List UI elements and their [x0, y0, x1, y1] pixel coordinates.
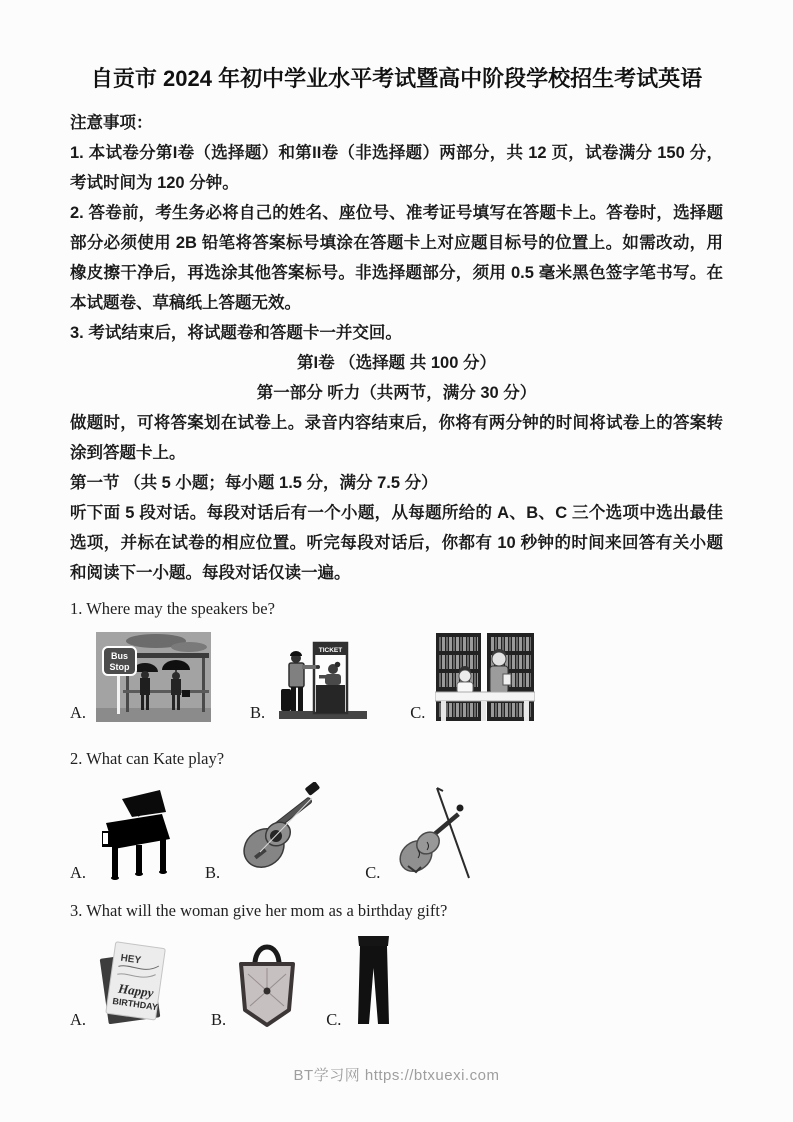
question-1-option-c: [410, 632, 535, 722]
question-3-option-a: [70, 939, 171, 1029]
tote-bag-image: [236, 934, 298, 1029]
black-pants-image: [351, 934, 396, 1029]
volume-heading: 第I卷 （选择题 共 100 分）: [297, 354, 496, 372]
option-label: C.: [410, 702, 426, 722]
card-birthday-text: BIRTHDAY: [111, 995, 159, 1013]
option-label: A.: [70, 702, 87, 722]
library-image: [435, 632, 535, 722]
question-3-option-c: [326, 934, 396, 1029]
card-hey-text: HEY: [119, 952, 142, 967]
question-1: [70, 594, 723, 722]
notice-heading: 注意事项：: [70, 114, 153, 132]
question-2-option-c: [365, 782, 480, 882]
notice-item-2: 2. 答卷前，考生务必将自己的姓名、座位号、准考证号填写在答题卡上。答卷时，选择题部分必须使用 2B 铅笔将答案标号填涂在答题卡上对应题目标号的位置上。如需改动，用橡皮擦干净后，再选涂其他答案标号。非选择题部分，须用 0.5 毫米黑色签字笔书写。在本试题卷、草稿纸上答题无效。: [70, 204, 723, 312]
ticket-booth-image: [275, 637, 370, 722]
question-2-option-a: [70, 787, 176, 882]
question-3-text: 3. What will the woman give her mom as a birthday gift?: [70, 901, 448, 920]
question-2-text: 2. What can Kate play?: [70, 749, 225, 768]
birthday-card-image: [96, 939, 171, 1029]
question-1-option-a: [70, 632, 211, 722]
option-label: C.: [365, 862, 381, 882]
question-3-option-b: [211, 934, 298, 1029]
option-label: A.: [70, 1009, 87, 1029]
section-intro: 听下面 5 段对话。每段对话后有一个小题，从每题所给的 A、B、C 三个选项中选出最佳选项，并标在试卷的相应位置。听完每段对话后，你都有 10 秒钟的时间来回答有关小题和阅读下一小题。每段对话仅读一遍。: [70, 504, 723, 582]
notice-item-1: 1. 本试卷分第I卷（选择题）和第II卷（非选择题）两部分，共 12 页，试卷满分 150 分，考试时间为 120 分钟。: [70, 144, 723, 192]
option-label: B.: [250, 702, 266, 722]
section-heading: 第一节 （共 5 小题；每小题 1.5 分，满分 7.5 分）: [70, 474, 438, 492]
question-2-option-b: [205, 782, 325, 882]
watermark-footer: BT学习网 https://btxuexi.com: [293, 1067, 500, 1084]
question-2: [70, 744, 723, 882]
option-label: A.: [70, 862, 87, 882]
guitar-image: [230, 782, 325, 882]
listening-intro: 做题时，可将答案划在试卷上。录音内容结束后，你将有两分钟的时间将试卷上的答案转涂到答题卡上。: [70, 414, 723, 462]
option-label: C.: [326, 1009, 342, 1029]
option-label: B.: [211, 1009, 227, 1029]
question-1-option-b: [250, 637, 370, 722]
ticket-sign-text: TICKET: [318, 647, 343, 654]
question-1-text: 1. Where may the speakers be?: [70, 599, 275, 618]
card-happy-text: Happy: [117, 980, 155, 1001]
bus-stop-image: [96, 632, 211, 722]
violin-image: [390, 782, 480, 882]
notice-item-3: 3. 考试结束后，将试题卷和答题卡一并交回。: [70, 324, 402, 342]
exam-title: 自贡市 2024 年初中学业水平考试暨高中阶段学校招生考试英语: [90, 66, 703, 91]
grand-piano-image: [96, 787, 176, 882]
question-3: [70, 896, 723, 1029]
bus-stop-sign-text: Bus: [111, 651, 129, 661]
part-heading: 第一部分 听力（共两节，满分 30 分）: [256, 384, 537, 402]
option-label: B.: [205, 862, 221, 882]
bus-stop-sign-text: Stop: [109, 662, 130, 672]
